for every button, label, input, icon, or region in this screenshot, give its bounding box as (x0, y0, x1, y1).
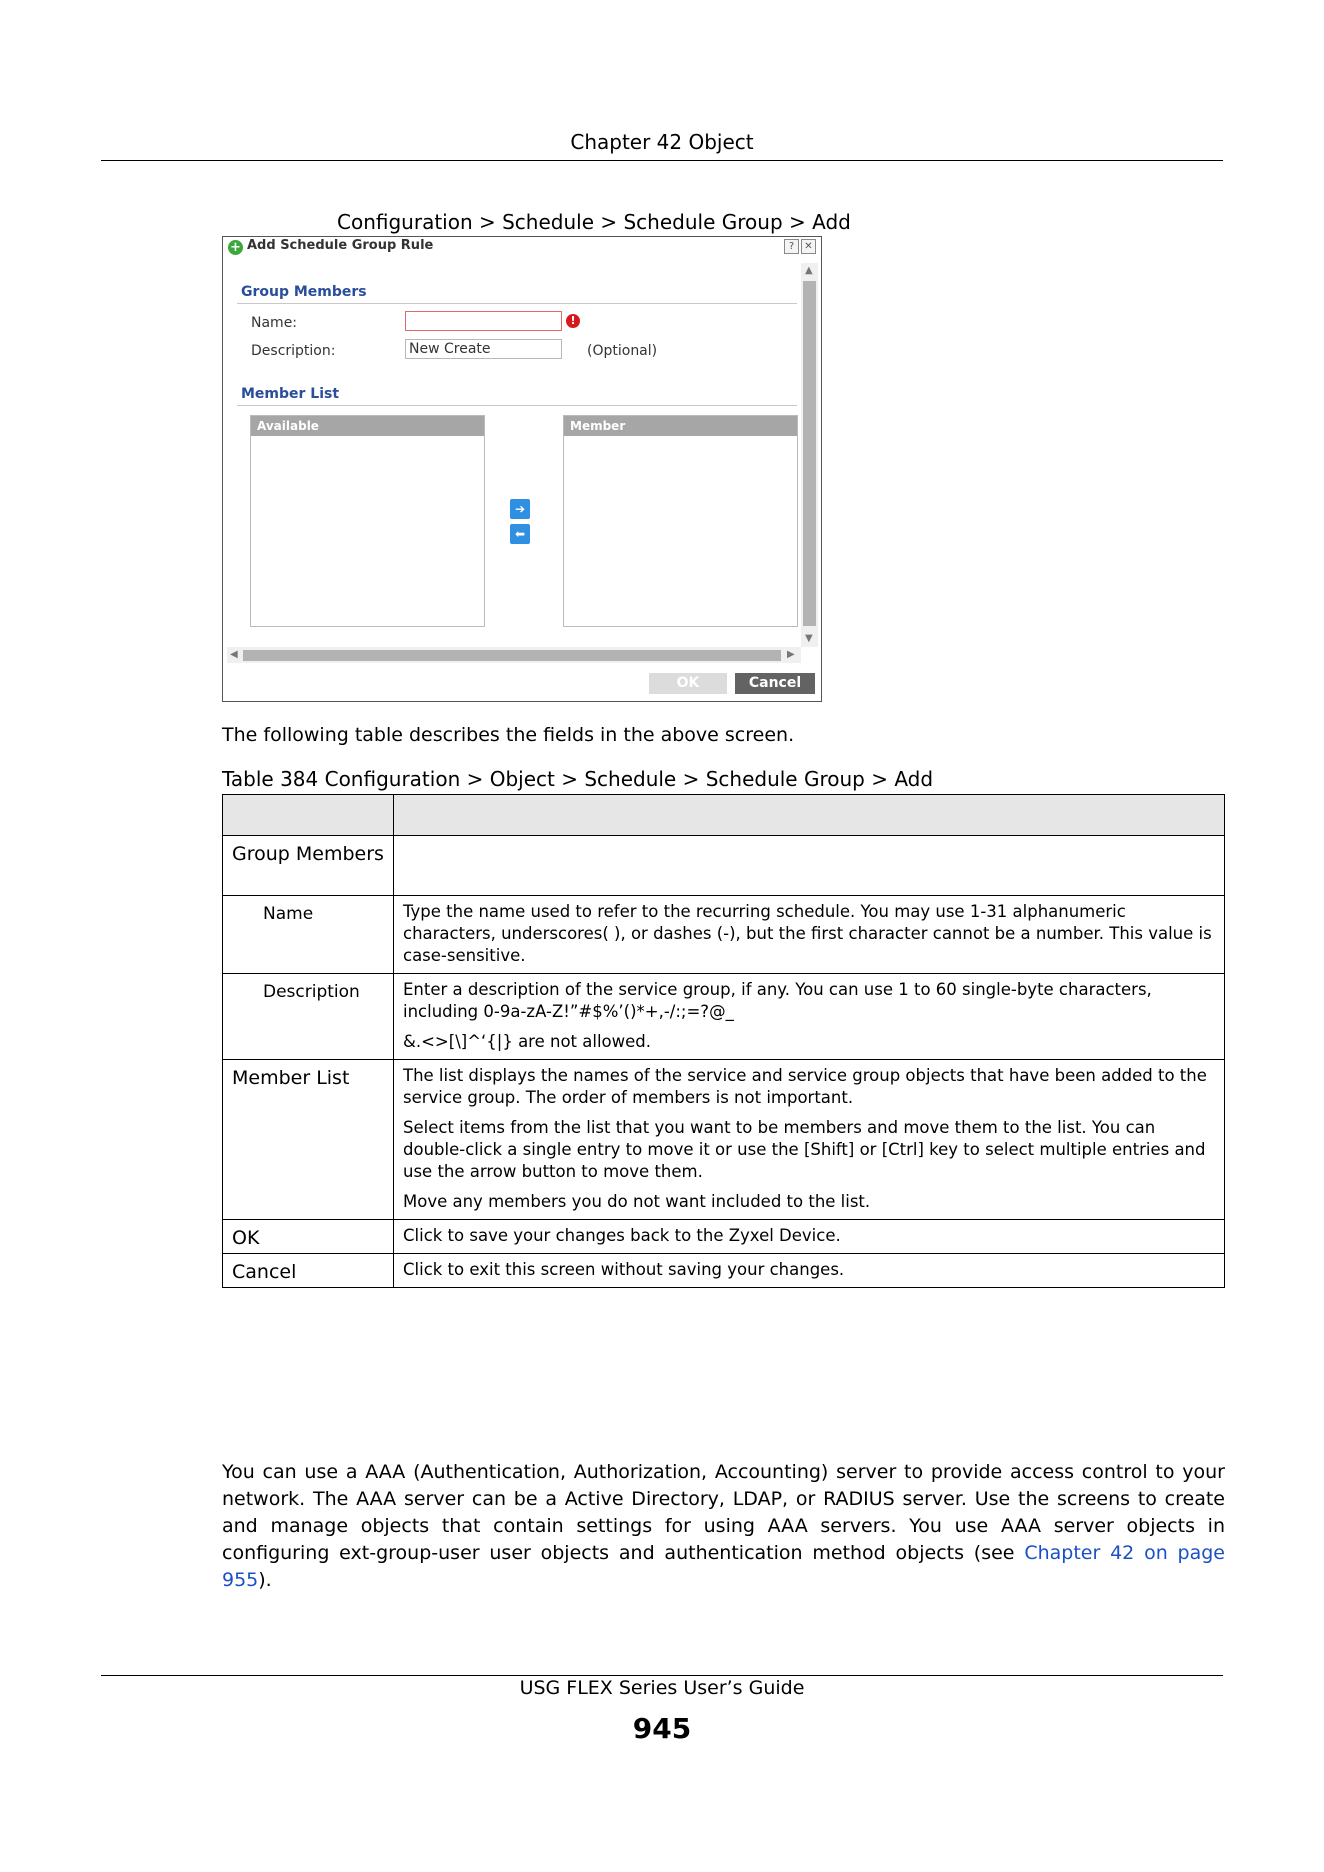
table-header-row (223, 795, 1224, 835)
dialog-title (228, 238, 433, 256)
page-number: 945 (632, 1712, 692, 1745)
dialog-title-text: Add Schedule Group Rule (247, 238, 434, 253)
row-text: Enter a description of the service group, if any. You can use 1 to 60 single-byte characters, including 0-9a-zA-Z!”#$%’()*+,-/:;=?@_ (403, 980, 1152, 1021)
table-row (223, 835, 1224, 895)
member-list[interactable] (563, 415, 798, 627)
aaa-text: You can use a AAA (Authentication, Authorization, Accounting) server to provide access control to your network. The AAA server can be a Active Directory, LDAP, or RADIUS server. Use the screens to create and manage objects that contain settings for using AAA servers. You use AAA server objects in configuring ext-group-user user objects and authentication method objects (see (222, 1461, 1225, 1564)
section-divider (237, 405, 797, 406)
add-schedule-group-dialog (222, 236, 822, 702)
name-input[interactable] (405, 311, 562, 331)
remove-member-arrow-icon[interactable]: ⬅ (510, 524, 530, 544)
header-rule (101, 160, 1223, 161)
row-label: Cancel (232, 1261, 297, 1283)
table-caption: Table 384 Configuration > Object > Schedule > Schedule Group > Add (222, 767, 934, 791)
row-text: Click to save your changes back to the Zyxel Device. (403, 1226, 841, 1245)
section-divider (237, 303, 797, 304)
table-row (223, 895, 1224, 973)
footer-rule (101, 1675, 1223, 1676)
error-icon: ! (566, 314, 580, 328)
available-list-header: Available (251, 416, 484, 436)
row-label: Member List (232, 1067, 350, 1089)
scroll-down-icon[interactable]: ▼ (805, 633, 813, 644)
row-text: Type the name used to refer to the recurring schedule. You may use 1-31 alphanumeric characters, underscores( ), or dashes (-), but the first character cannot be a number. This value is case-sensitive. (403, 902, 1212, 965)
add-member-arrow-icon[interactable]: ➔ (510, 499, 530, 519)
table-header-label-cell (223, 795, 394, 835)
row-text: Click to exit this screen without saving your changes. (403, 1260, 845, 1279)
row-label: Group Members (232, 843, 384, 865)
description-input[interactable]: New Create (405, 339, 562, 359)
group-members-title: Group Members (241, 284, 367, 300)
vertical-scroll-thumb[interactable] (803, 281, 816, 626)
help-icon[interactable]: ? (784, 239, 799, 254)
table-row (223, 1219, 1224, 1253)
horizontal-scroll-thumb[interactable] (243, 650, 781, 661)
scroll-left-icon[interactable]: ◀ (230, 649, 238, 660)
row-label: Name (263, 904, 314, 924)
row-text: Select items from the list that you want to be members and move them to the list. You can double-click a single entry to move it or use the [Shift] or [Ctrl] key to select multiple entries and use the arrow button to move them. (403, 1118, 1206, 1181)
plus-icon: + (228, 240, 243, 255)
chapter-link[interactable]: Chapter 42 on page 955 (222, 1542, 1225, 1591)
vertical-scrollbar[interactable] (801, 263, 818, 647)
aaa-text-end: ). (258, 1569, 272, 1591)
cancel-button[interactable]: Cancel (735, 673, 815, 694)
description-hint: (Optional) (587, 343, 658, 359)
available-list[interactable] (250, 415, 485, 627)
chapter-title: Chapter 42 Object (570, 130, 754, 154)
table-row (223, 973, 1224, 1059)
member-list-header: Member (564, 416, 797, 436)
description-label: Description: (251, 343, 336, 359)
guide-title: USG FLEX Series User’s Guide (519, 1677, 805, 1699)
row-label: Description (263, 982, 360, 1002)
row-text: The list displays the names of the service and service group objects that have been added to the service group. The order of members is not important. (403, 1066, 1207, 1107)
scroll-up-icon[interactable]: ▲ (805, 265, 813, 276)
row-text: &.<>[\]^‘{|} are not allowed. (403, 1032, 651, 1051)
member-list-title: Member List (241, 386, 340, 402)
figure-caption: Configuration > Schedule > Schedule Group > Add (337, 210, 851, 234)
close-icon[interactable]: ✕ (801, 239, 816, 254)
field-description-table (222, 794, 1225, 1288)
table-row (223, 1059, 1224, 1219)
row-label: OK (232, 1227, 260, 1249)
aaa-paragraph (222, 1459, 1225, 1594)
table-row (223, 1253, 1224, 1287)
name-label: Name: (251, 315, 298, 331)
scroll-right-icon[interactable]: ▶ (787, 649, 795, 660)
ok-button[interactable]: OK (649, 673, 727, 694)
intro-text: The following table describes the fields in the above screen. (222, 724, 795, 746)
horizontal-scrollbar[interactable] (227, 647, 801, 663)
row-text: Move any members you do not want included to the list. (403, 1192, 871, 1211)
